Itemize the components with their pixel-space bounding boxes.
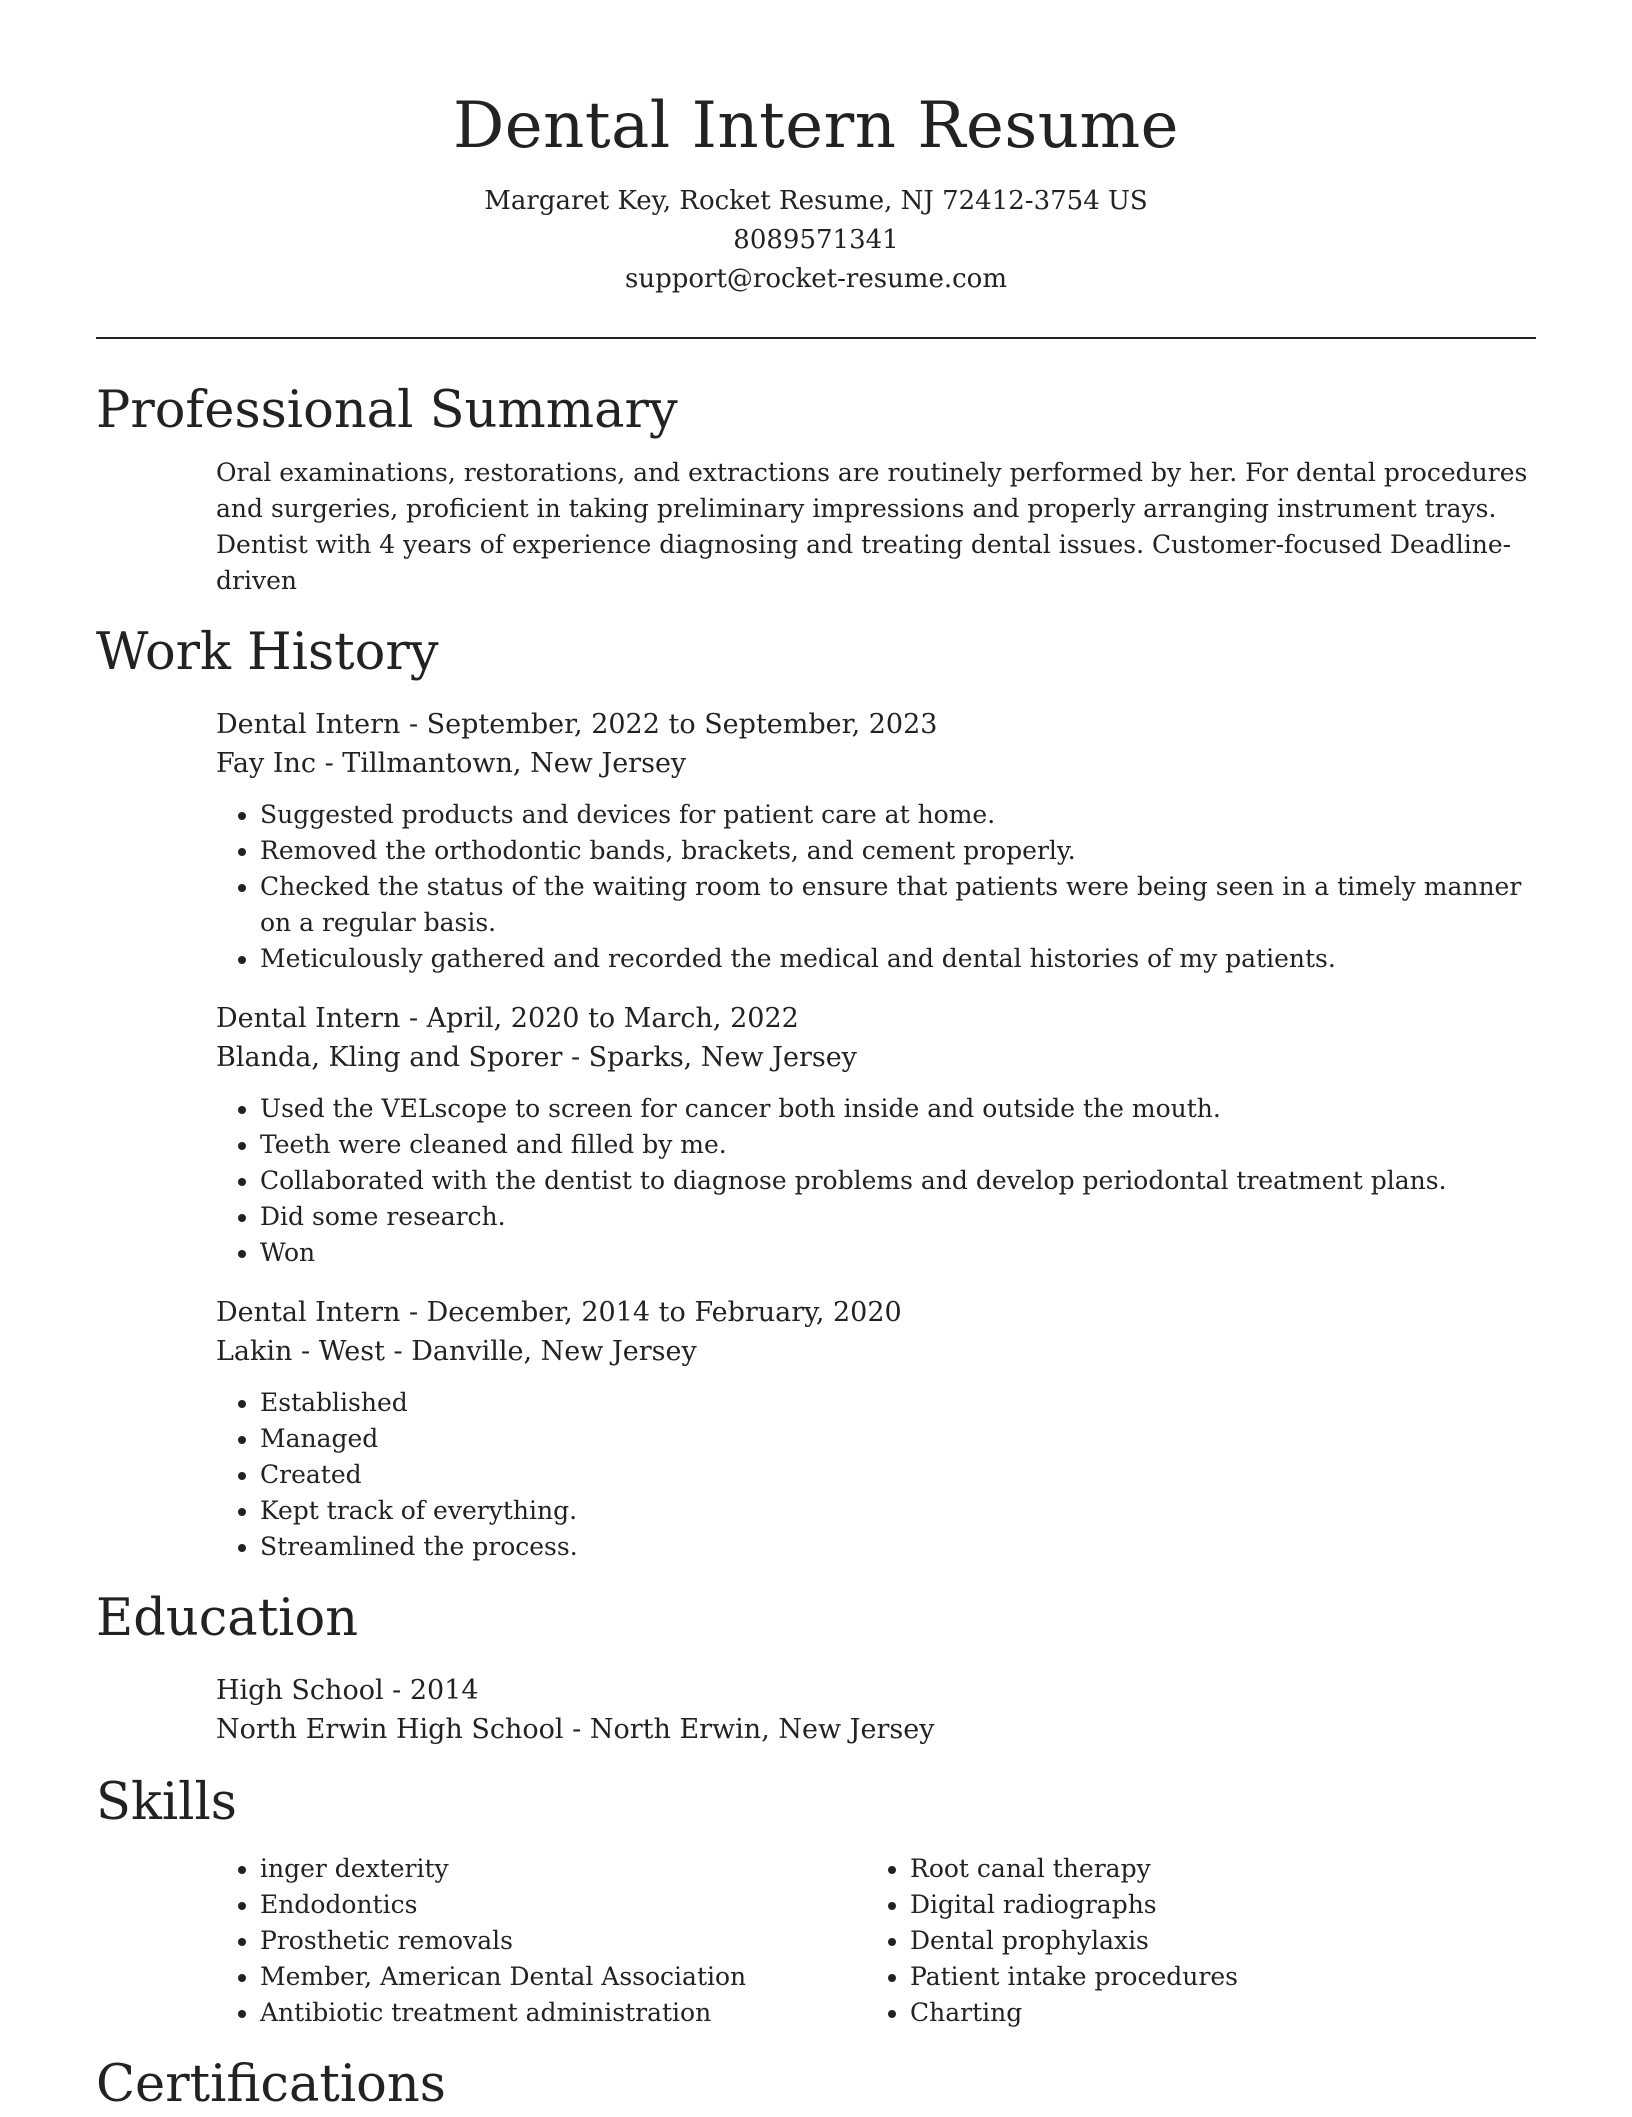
list-item: • Created: [260, 1457, 1536, 1493]
list-item: • Established: [260, 1385, 1536, 1421]
contact-address: Margaret Key, Rocket Resume, NJ 72412-3754 US: [484, 186, 1148, 216]
education-section: [216, 1671, 1536, 1749]
list-item: • Root canal therapy: [910, 1851, 1516, 1887]
skills-grid: [216, 1851, 1536, 2031]
skills-list-left: [216, 1851, 866, 2031]
skills-list-right: [866, 1851, 1516, 2031]
list-item: • Suggested products and devices for patient care at home.: [260, 797, 1536, 833]
list-item: • Charting: [910, 1995, 1516, 2031]
list-item: • Digital radiographs: [910, 1887, 1516, 1923]
contact-phone: 8089571341: [733, 225, 899, 255]
page-title: Dental Intern Resume: [452, 89, 1180, 163]
education-school: North Erwin High School: [216, 1714, 564, 1745]
skills-column-right: [866, 1851, 1516, 2031]
list-item: • Teeth were cleaned and filled by me.: [260, 1127, 1536, 1163]
job-dates: - December, 2014 to February, 2020: [400, 1297, 902, 1328]
list-item: • Managed: [260, 1421, 1536, 1457]
skills-column-left: [216, 1851, 866, 2031]
job-title: Dental Intern: [216, 1297, 401, 1328]
job-company: Lakin - West: [216, 1336, 385, 1367]
education-degree-line: [216, 1671, 1536, 1710]
job-title-line: [216, 705, 1536, 744]
list-item: • Member, American Dental Association: [260, 1959, 866, 1995]
header-divider: [96, 337, 1536, 339]
list-item: • Prosthetic removals: [260, 1923, 866, 1959]
job-dates: - September, 2022 to September, 2023: [400, 709, 938, 740]
education-school-line: [216, 1710, 1536, 1749]
job-bullets: [216, 1091, 1536, 1271]
section-heading-skills: Skills: [96, 1773, 237, 1832]
job-bullets: [216, 1385, 1536, 1565]
job-company-line: [216, 1038, 1536, 1077]
job-title-line: [216, 999, 1536, 1038]
job-title: Dental Intern: [216, 1003, 401, 1034]
education-location: - North Erwin, New Jersey: [563, 1714, 935, 1745]
list-item: • Removed the orthodontic bands, brackets, and cement properly.: [260, 833, 1536, 869]
summary-section: [216, 455, 1536, 599]
job-company: Blanda, Kling and Sporer: [216, 1042, 563, 1073]
job-location: - Tillmantown, New Jersey: [316, 748, 687, 779]
contact-email: support@rocket-resume.com: [624, 264, 1007, 294]
job-entry: [216, 705, 1536, 977]
list-item: • Dental prophylaxis: [910, 1923, 1516, 1959]
education-year: - 2014: [383, 1675, 479, 1706]
list-item: • Endodontics: [260, 1887, 866, 1923]
job-company-line: [216, 1332, 1536, 1371]
list-item: • Did some research.: [260, 1199, 1536, 1235]
resume-page: [96, 0, 1536, 2117]
list-item: • Patient intake procedures: [910, 1959, 1516, 1995]
list-item: • Checked the status of the waiting room to ensure that patients were being seen in a timely manner on a regular basis.: [260, 869, 1536, 941]
job-company-line: [216, 744, 1536, 783]
list-item: • Antibiotic treatment administration: [260, 1995, 866, 2031]
job-company: Fay Inc: [216, 748, 317, 779]
job-dates: - April, 2020 to March, 2022: [400, 1003, 799, 1034]
list-item: • Won: [260, 1235, 1536, 1271]
section-heading-work: Work History: [96, 623, 439, 682]
job-location: - Sparks, New Jersey: [562, 1042, 857, 1073]
list-item: • Used the VELscope to screen for cancer both inside and outside the mouth.: [260, 1091, 1536, 1127]
list-item: • Kept track of everything.: [260, 1493, 1536, 1529]
job-bullets: [216, 797, 1536, 977]
job-title: Dental Intern: [216, 709, 401, 740]
section-heading-summary: Professional Summary: [96, 381, 678, 440]
job-entry: [216, 1293, 1536, 1565]
work-section: [216, 705, 1536, 1565]
section-heading-education: Education: [96, 1589, 359, 1648]
skills-section: [216, 1851, 1536, 2031]
list-item: • Streamlined the process.: [260, 1529, 1536, 1565]
list-item: • Meticulously gathered and recorded the medical and dental histories of my patients.: [260, 941, 1536, 977]
list-item: • Collaborated with the dentist to diagnose problems and develop periodontal treatment plans.: [260, 1163, 1536, 1199]
section-heading-certifications: Certifications: [96, 2055, 446, 2114]
list-item: • inger dexterity: [260, 1851, 866, 1887]
education-degree: High School: [216, 1675, 384, 1706]
job-entry: [216, 999, 1536, 1271]
job-title-line: [216, 1293, 1536, 1332]
summary-text: Oral examinations, restorations, and extractions are routinely performed by her. For dental procedures and surgeries, proficient in taking preliminary impressions and properly arranging instrument trays. Dentist with 4 years of experience diagnosing and treating dental issues. Customer-focused Deadline-driven: [216, 458, 1528, 595]
education-entry: [216, 1671, 1536, 1749]
job-location: - Danville, New Jersey: [384, 1336, 697, 1367]
contact-block: [96, 182, 1536, 299]
